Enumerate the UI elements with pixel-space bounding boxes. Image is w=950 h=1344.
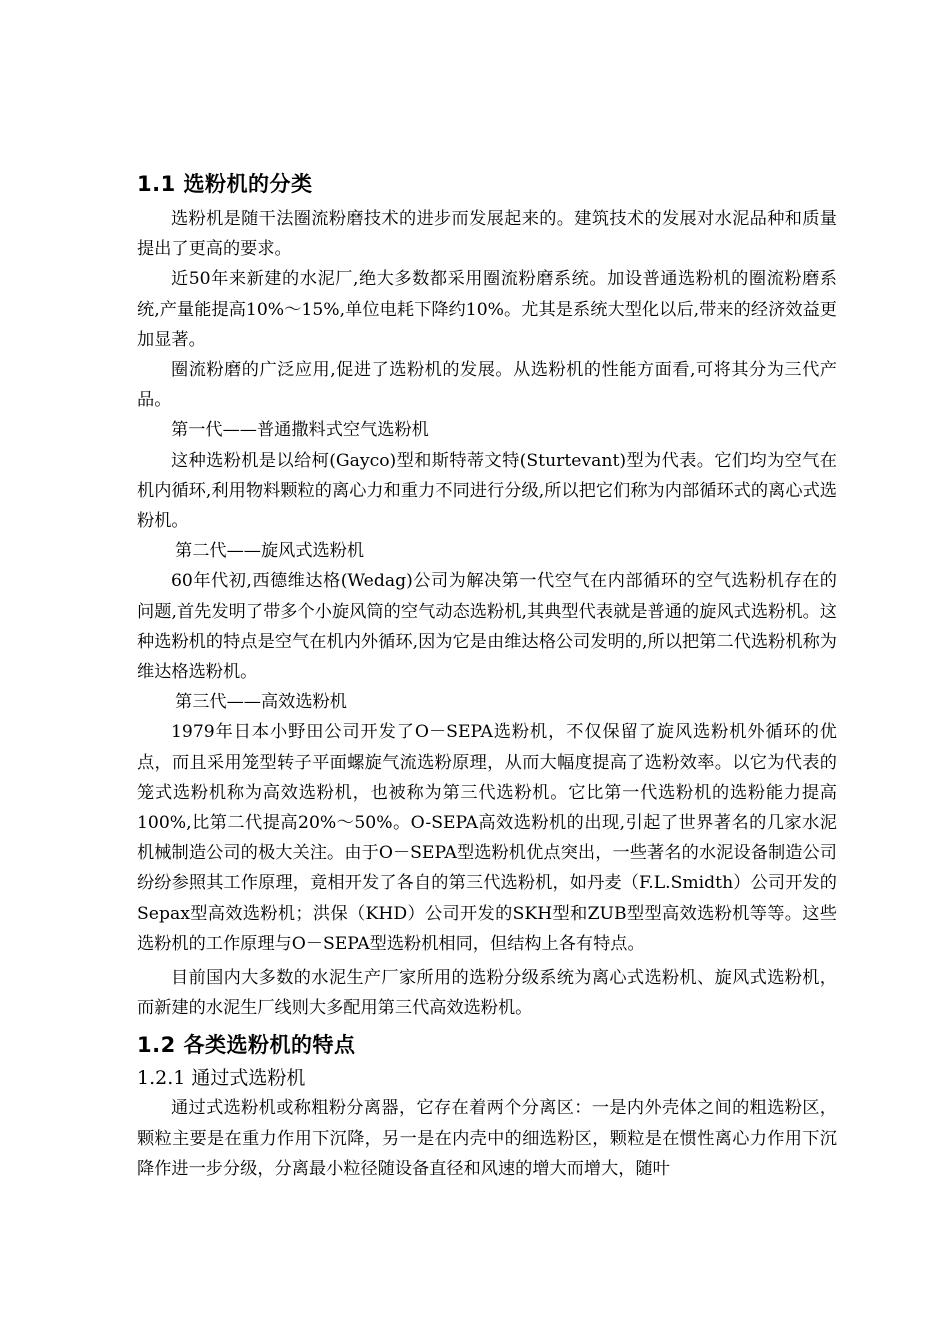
generation-label-3: 第三代——高效选粉机 [175, 692, 347, 713]
paragraph: 圈流粉磨的广泛应用,促进了选粉机的发展。从选粉机的性能方面看,可将其分为三代产品。 [137, 360, 837, 411]
paragraph: 目前国内大多数的水泥生产厂家所用的选粉分级系统为离心式选粉机、旋风式选粉机，而新建的水泥生厂线则大多配用第三代高效选粉机。 [137, 968, 837, 1019]
subsection-heading-1-2-1: 1.2.1 通过式选粉机 [137, 1067, 306, 1090]
document-body [137, 168, 837, 1184]
generation-label-1: 第一代——普通撒料式空气选粉机 [171, 420, 429, 441]
paragraph: 60年代初,西德维达格(Wedag)公司为解决第一代空气在内部循环的空气选粉机存在的问题,首先发明了带多个小旋风筒的空气动态选粉机,其典型代表就是普通的旋风式选粉机。这种选粉机的特点是空气在机内外循环,因为它是由维达格公司发明的,所以把第二代选粉机称为维达格选粉机。 [137, 571, 837, 683]
section-heading-1-2: 1.2 各类选粉机的特点 [137, 1033, 356, 1058]
paragraph: 近50年来新建的水泥厂,绝大多数都采用圈流粉磨系统。加设普通选粉机的圈流粉磨系统,产量能提高10%～15%,单位电耗下降约10%。尤其是系统大型化以后,带来的经济效益更加显著。 [137, 269, 837, 350]
paragraph: 这种选粉机是以给柯(Gayco)型和斯特蒂文特(Sturtevant)型为代表。它们均为空气在机内循环,利用物料颗粒的离心力和重力不同进行分级,所以把它们称为内部循环式的离心式选粉机。 [137, 450, 837, 532]
paragraph: 1979年日本小野田公司开发了O－SEPA选粉机，不仅保留了旋风选粉机外循环的优点，而且采用笼型转子平面螺旋气流选粉原理，从而大幅度提高了选粉效率。以它为代表的笼式选粉机称为高效选粉机，也被称为第三代选粉机。它比第一代选粉机的选粉能力提高100%,比第二代提高20%～50%。O-SEPA高效选粉机的出现,引起了世界著名的几家水泥机械制造公司的极大关注。由于O－SEPA型选粉机优点突出，一些著名的水泥设备制造公司纷纷参照其工作原理，竟相开发了各自的第三代选粉机，如丹麦（F.L.Smidth）公司开发的Sepax型高效选粉机；洪保（KHD）公司开发的SKH型和ZUB型型高效选粉机等等。这些选粉机的工作原理与O－SEPA型选粉机相同，但结构上各有特点。 [137, 722, 837, 954]
generation-label-2: 第二代——旋风式选粉机 [175, 541, 365, 562]
paragraph: 选粉机是随干法圈流粉磨技术的进步而发展起来的。建筑技术的发展对水泥品种和质量提出了更高的要求。 [137, 209, 837, 260]
paragraph: 通过式选粉机或称粗粉分离器，它存在着两个分离区：一是内外壳体之间的粗选粉区，颗粒主要是在重力作用下沉降，另一是在内壳中的细选粉区，颗粒是在惯性离心力作用下沉降作进一步分级，分离最小粒径随设备直径和风速的增大而增大，随叶 [137, 1098, 837, 1179]
section-heading-1-1: 1.1 选粉机的分类 [137, 172, 313, 196]
